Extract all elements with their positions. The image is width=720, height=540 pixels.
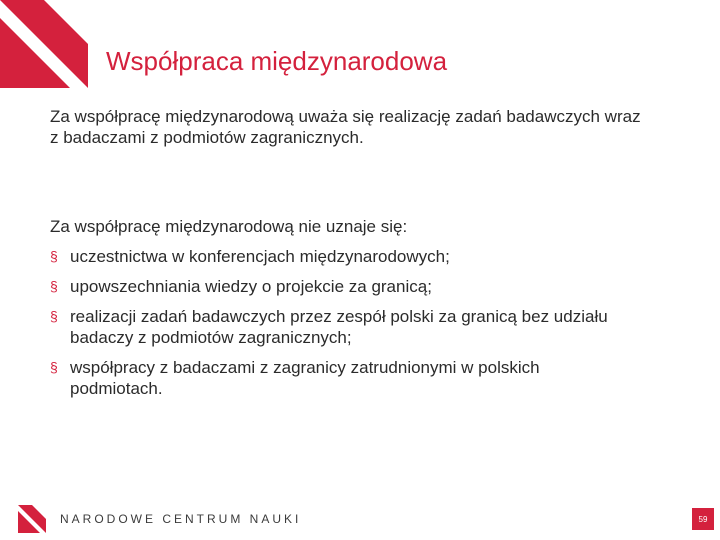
list-item-text: współpracy z badaczami z zagranicy zatrudnionymi w polskich podmiotach. xyxy=(70,358,540,398)
page-number-badge: 59 xyxy=(692,508,714,530)
bullet-marker: § xyxy=(50,308,58,324)
footer-organization: NARODOWE CENTRUM NAUKI xyxy=(60,512,302,526)
ncn-footer-logo-icon xyxy=(18,505,46,533)
bullet-marker: § xyxy=(50,248,58,264)
ncn-logo-icon xyxy=(0,0,88,88)
list-item-text: uczestnictwa w konferencjach międzynarodowych; xyxy=(70,247,450,266)
bullet-marker: § xyxy=(50,278,58,294)
bullet-marker: § xyxy=(50,359,58,375)
slide-title: Współpraca międzynarodowa xyxy=(106,46,448,76)
list-item xyxy=(50,246,610,267)
list-item xyxy=(50,357,610,399)
exclusions-lead: Za współpracę międzynarodową nie uznaje się: xyxy=(50,217,408,236)
list-item xyxy=(50,306,610,348)
list-item-text: upowszechniania wiedzy o projekcie za granicą; xyxy=(70,277,432,296)
exclusions-list xyxy=(50,246,610,408)
list-item-text: realizacji zadań badawczych przez zespół polski za granicą bez udziału badaczy z podmiotów zagranicznych; xyxy=(70,307,608,347)
list-item xyxy=(50,276,610,297)
definition-paragraph: Za współpracę międzynarodową uważa się realizację zadań badawczych wraz z badaczami z podmiotów zagranicznych. xyxy=(50,107,641,147)
